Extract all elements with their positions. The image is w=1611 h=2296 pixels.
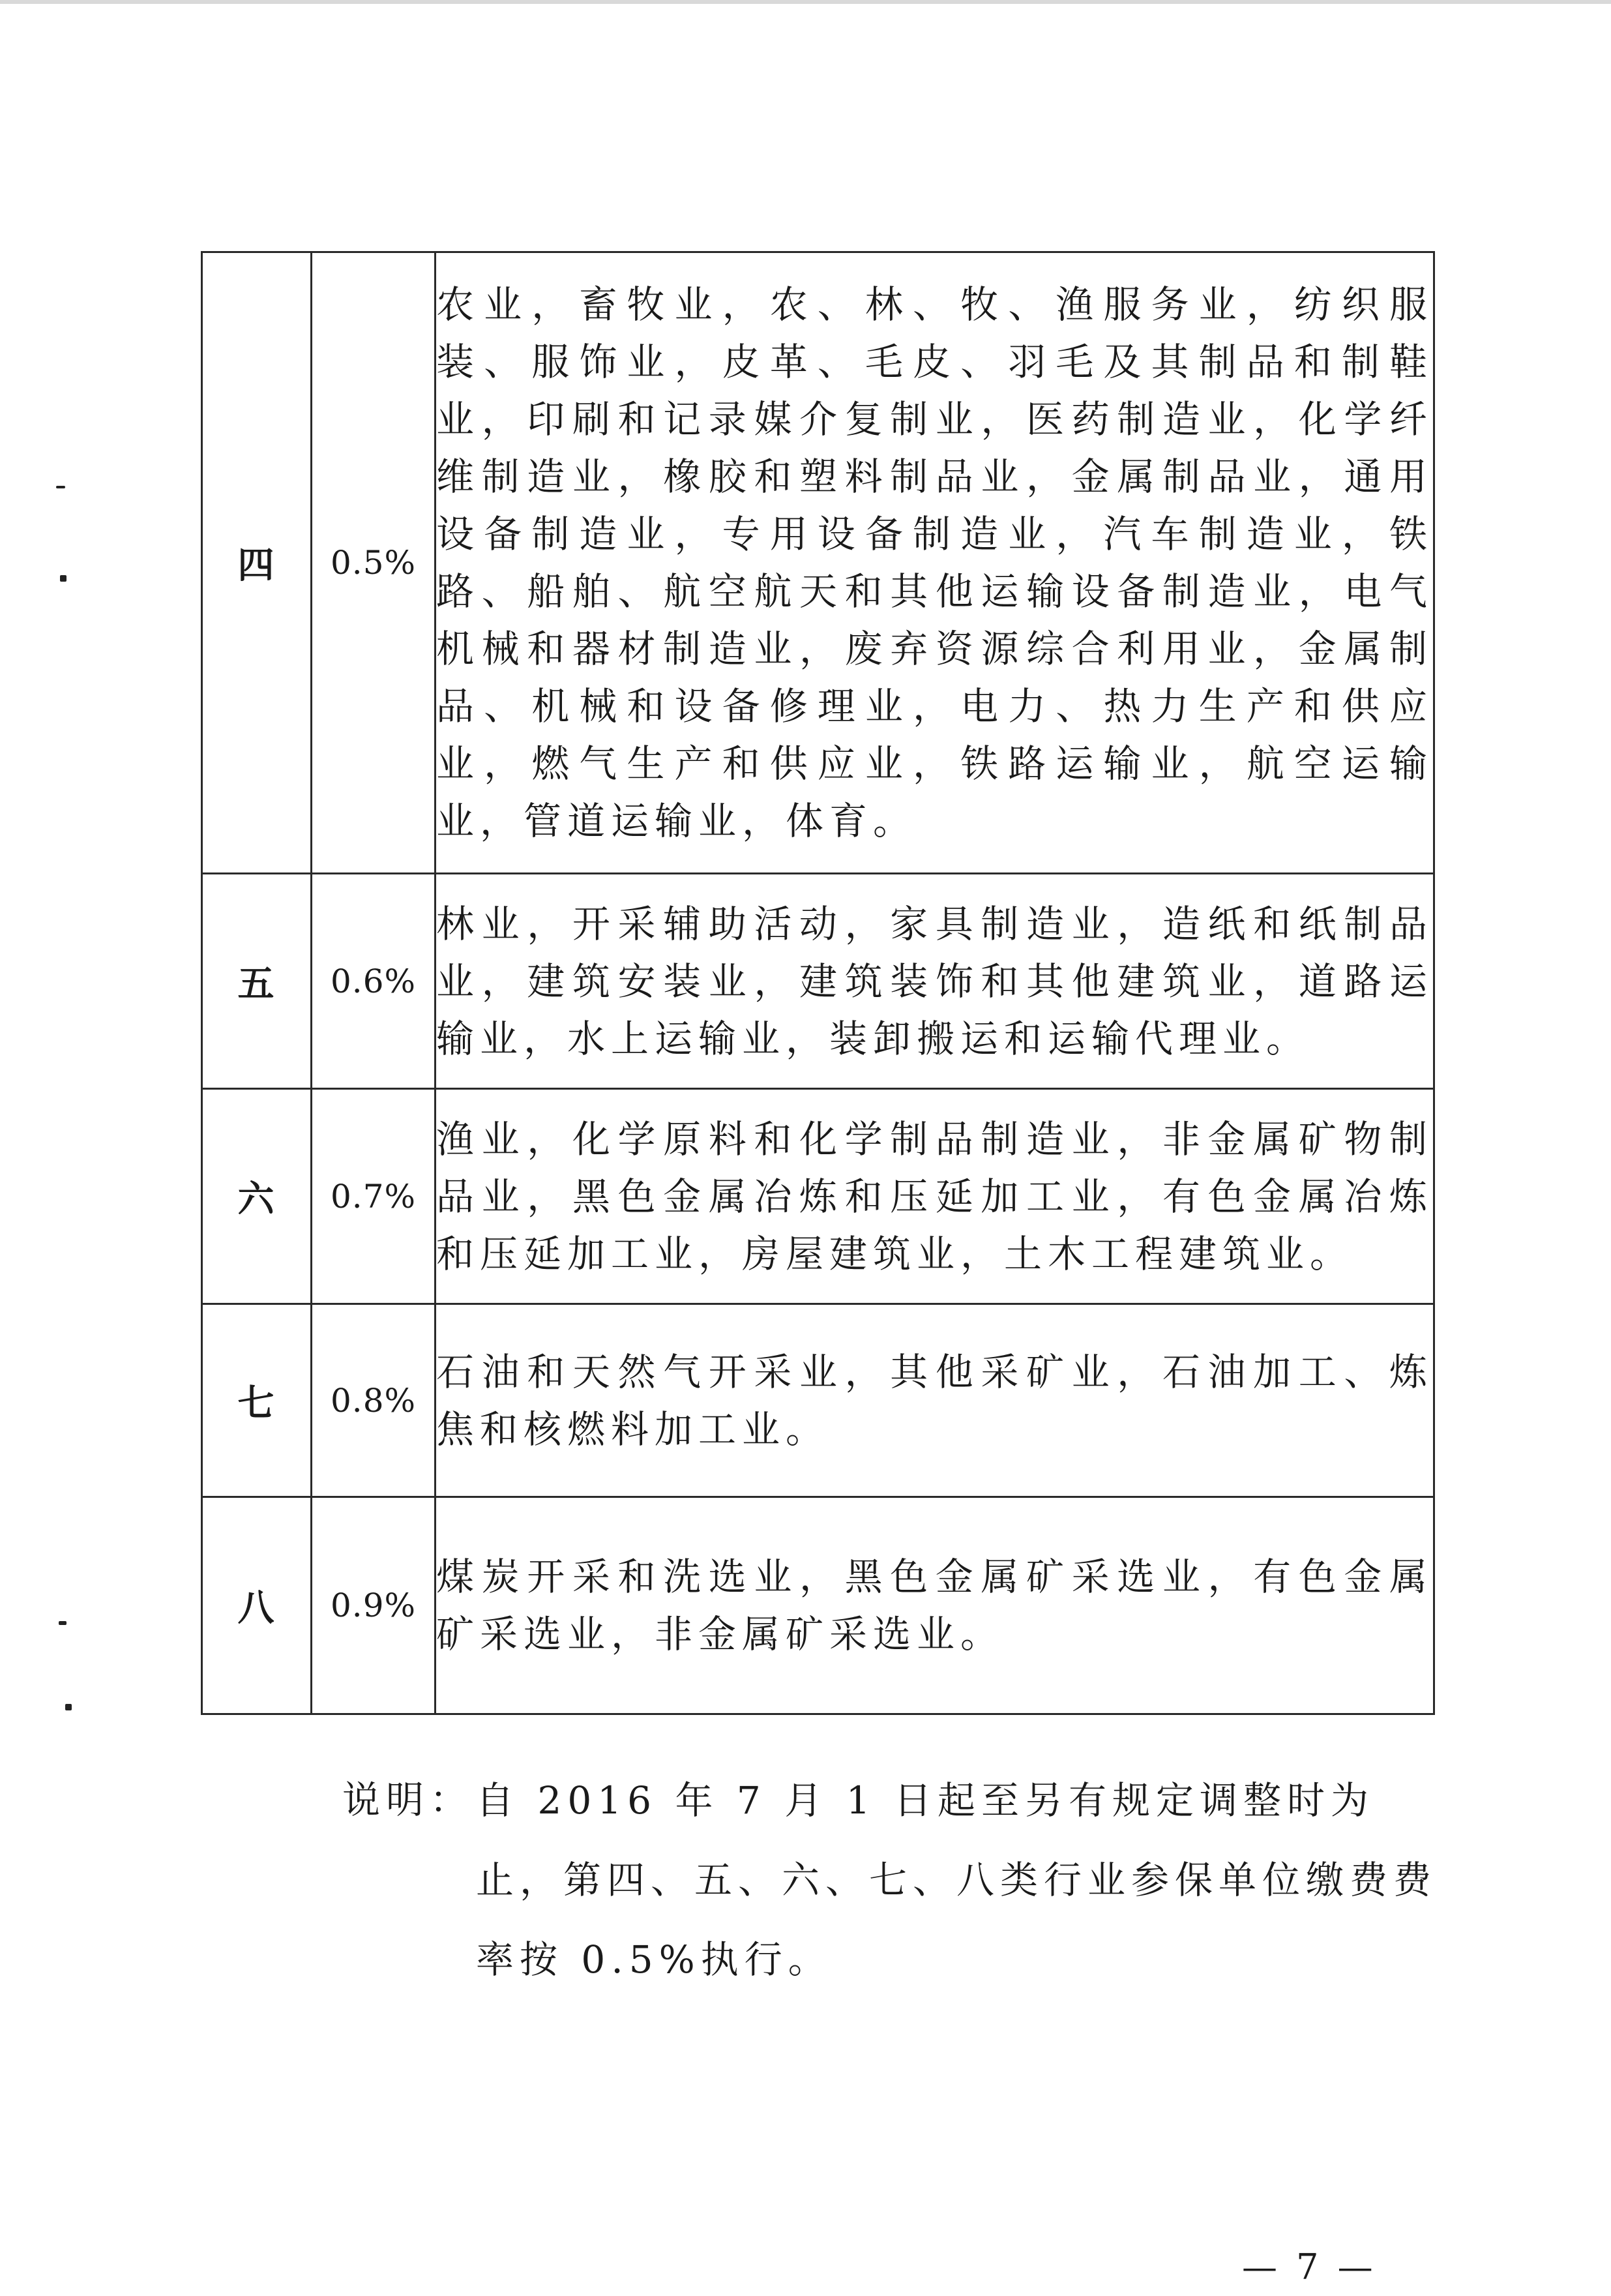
page-number: — 7 — xyxy=(1242,2246,1377,2288)
industry-class: 六 xyxy=(202,1089,312,1304)
industry-class: 七 xyxy=(202,1304,312,1497)
industry-list: 石油和天然气开采业，其他采矿业，石油加工、炼焦和核燃料加工业。 xyxy=(436,1304,1434,1497)
contribution-rate: 0.8% xyxy=(312,1304,436,1497)
industry-list: 农业，畜牧业，农、林、牧、渔服务业，纺织服装、服饰业，皮革、毛皮、羽毛及其制品和制鞋业，印刷和记录媒介复制业，医药制造业，化学纤维制造业，橡胶和塑料制品业，金属制品业，通用设备制造业，专用设备制造业，汽车制造业，铁路、船舶、航空航天和其他运输设备制造业，电气机械和器材制造业，废弃资源综合利用业，金属制品、机械和设备修理业，电力、热力生产和供应业，燃气生产和供应业，铁路运输业，航空运输业，管道运输业，体育。 xyxy=(436,252,1434,874)
table-row xyxy=(202,874,1434,1089)
industry-class: 四 xyxy=(202,252,312,874)
margin-mark xyxy=(56,486,65,488)
contribution-rate: 0.9% xyxy=(312,1497,436,1714)
table-row xyxy=(202,1089,1434,1304)
note-label: 说明： xyxy=(342,1778,474,1822)
industry-rate-table xyxy=(201,251,1435,1715)
industry-list: 煤炭开采和洗选业，黑色金属矿采选业，有色金属矿采选业，非金属矿采选业。 xyxy=(436,1497,1434,1714)
note-text: 自 2016 年 7 月 1 日起至另有规定调整时为止，第四、五、六、七、八类行业参保单位缴费费率按 0.5%执行。 xyxy=(476,1778,1438,1982)
industry-class: 八 xyxy=(202,1497,312,1714)
table-row xyxy=(202,1497,1434,1714)
industry-list: 林业，开采辅助活动，家具制造业，造纸和纸制品业，建筑安装业，建筑装饰和其他建筑业，道路运输业，水上运输业，装卸搬运和运输代理业。 xyxy=(436,874,1434,1089)
margin-mark xyxy=(60,575,67,582)
industry-class: 五 xyxy=(202,874,312,1089)
margin-mark xyxy=(65,1704,72,1710)
table-row xyxy=(202,1304,1434,1497)
contribution-rate: 0.6% xyxy=(312,874,436,1089)
table-row xyxy=(202,252,1434,874)
contribution-rate: 0.5% xyxy=(312,252,436,874)
industry-list: 渔业，化学原料和化学制品制造业，非金属矿物制品业，黑色金属冶炼和压延加工业，有色金属冶炼和压延加工业，房屋建筑业，土木工程建筑业。 xyxy=(436,1089,1434,1304)
contribution-rate: 0.7% xyxy=(312,1089,436,1304)
margin-mark xyxy=(59,1621,67,1625)
page-top-edge xyxy=(0,0,1611,4)
